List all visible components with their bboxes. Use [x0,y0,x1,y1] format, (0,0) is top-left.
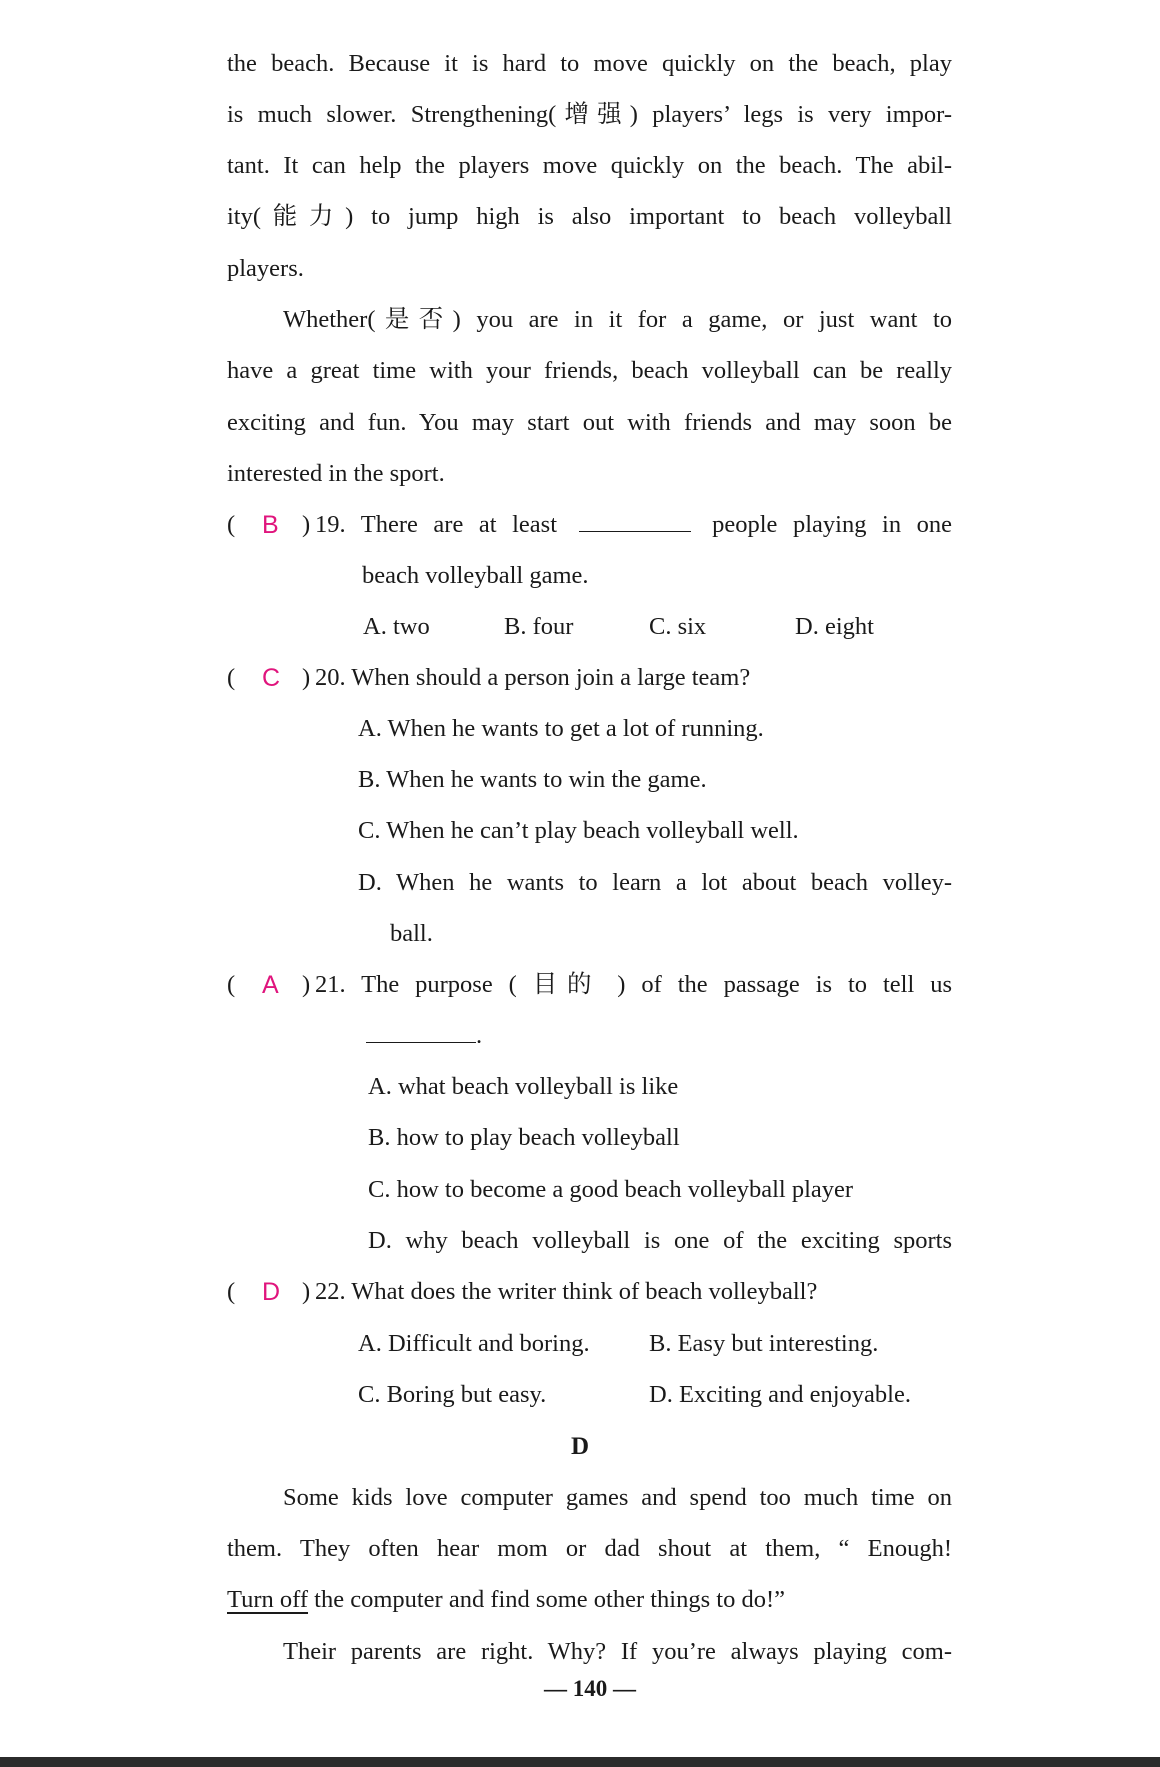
passage-line: interested in the sport. [227,460,445,487]
answer-paren-close: ) [302,511,311,538]
option-c: C. When he can’t play beach volleyball well. [358,817,799,844]
passage-line: the beach. Because it is hard to move quickly on the beach, play [227,50,952,77]
answer-mark: C [262,664,281,692]
underlined-phrase: Turn off [227,1586,309,1613]
answer-mark: D [262,1278,281,1306]
passage-text: the computer and find some other things to do!” [314,1586,785,1613]
option-a: A. When he wants to get a lot of running. [358,715,764,742]
question-stem: 21. The purpose ( 目的 ) of the passage is to tell us [315,971,952,998]
passage-line: Whether(是否) you are in it for a game, or just want to [283,306,952,333]
passage-line: have a great time with your friends, beach volleyball can be really [227,357,952,384]
bottom-edge-bar [0,1757,1160,1767]
passage-line: ity(能力) to jump high is also important to beach volleyball [227,203,952,230]
option-c: C. how to become a good beach volleyball player [368,1176,854,1203]
option-d: D. eight [795,613,874,640]
passage-line: players. [227,255,304,282]
option-d: D. When he wants to learn a lot about beach volley- [358,869,952,896]
option-d: D. Exciting and enjoyable. [649,1381,911,1408]
option-c: C. six [649,613,707,640]
passage-line [227,1583,952,1617]
answer-mark: A [262,971,279,999]
question-stem: 20. When should a person join a large team? [315,664,751,691]
answer-mark: B [262,511,279,539]
answer-paren-close: ) [302,971,311,998]
passage-line: tant. It can help the players move quickly on the beach. The abil- [227,152,952,179]
option-b: B. When he wants to win the game. [358,766,707,793]
answer-blank [579,511,691,532]
answer-blank [366,1022,476,1043]
option-d: D. why beach volleyball is one of the exciting sports [368,1227,952,1254]
passage-line: exciting and fun. You may start out with friends and may soon be [227,409,952,436]
passage-line: Their parents are right. Why? If you’re always playing com- [283,1638,952,1665]
option-a: A. Difficult and boring. [358,1330,590,1357]
section-heading: D [570,1433,590,1460]
answer-paren-close: ) [302,1278,311,1305]
stem-part: 19. There are at least [315,511,557,538]
answer-paren-open: ( [227,971,236,998]
option-c: C. Boring but easy. [358,1381,547,1408]
passage-line: them. They often hear mom or dad shout at them, “ Enough! [227,1535,952,1562]
stem-period: . [476,1022,483,1049]
option-b: B. how to play beach volleyball [368,1124,680,1151]
answer-paren-open: ( [227,1278,236,1305]
question-stem-end [366,1019,482,1053]
passage-line: is much slower. Strengthening(增强) players’ legs is very impor- [227,101,952,128]
option-a: A. what beach volleyball is like [368,1073,679,1100]
answer-paren-open: ( [227,511,236,538]
option-a: A. two [363,613,430,640]
question-stem: 22. What does the writer think of beach volleyball? [315,1278,818,1305]
option-b: B. Easy but interesting. [649,1330,879,1357]
page-number: — 140 — [544,1676,636,1701]
answer-paren-open: ( [227,664,236,691]
option-b: B. four [504,613,574,640]
option-d-cont: ball. [390,920,433,947]
stem-part: people playing in one [712,511,953,538]
passage-line: Some kids love computer games and spend too much time on [283,1484,952,1511]
answer-paren-close: ) [302,664,311,691]
question-stem [315,508,952,542]
question-stem-cont: beach volleyball game. [362,562,589,589]
